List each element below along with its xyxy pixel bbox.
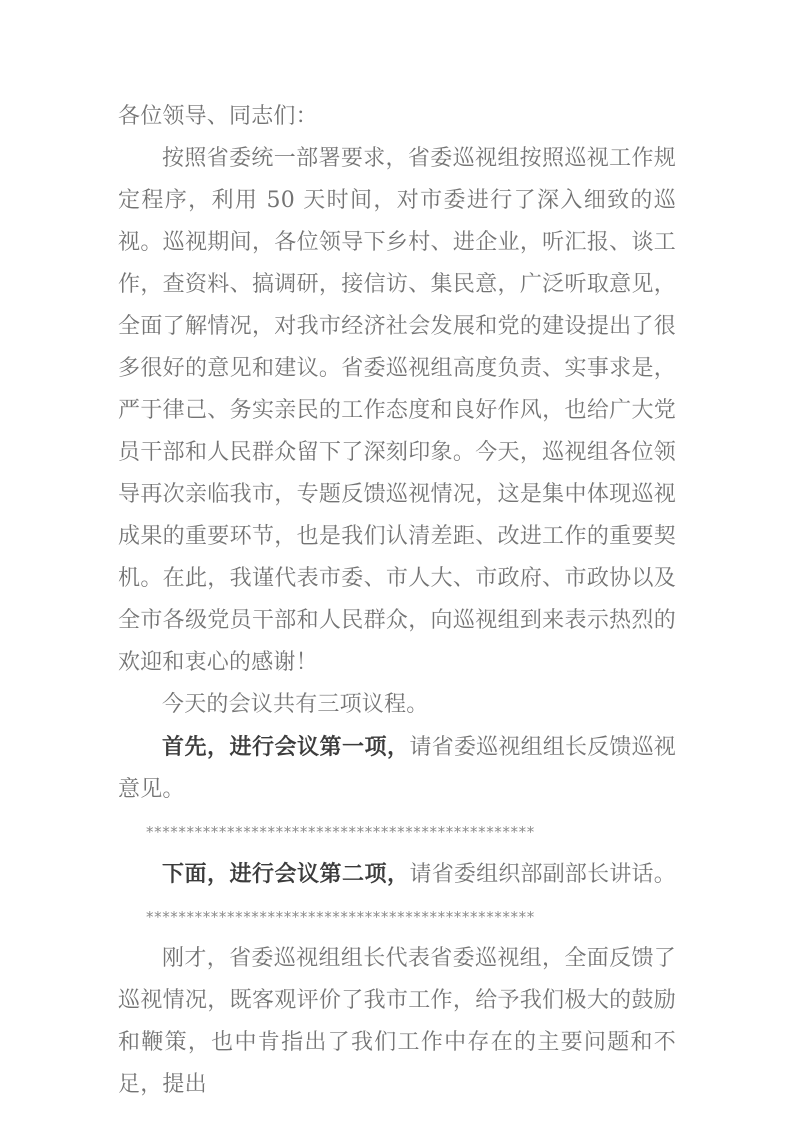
salutation: 各位领导、同志们：: [118, 104, 318, 129]
agenda-item-one: [118, 726, 676, 811]
separator-row-one: ************************************************: [146, 823, 535, 841]
document-body: [118, 96, 676, 1106]
separator-row-two: ************************************************: [146, 908, 535, 926]
paragraph-inspection-summary: 按照省委统一部署要求，省委巡视组按照巡视工作规定程序，利用 50 天时间，对市委进行了深入细致的巡视。巡视期间，各位领导下乡村、进企业，听汇报、谈工作，查资料、搞调研，接信访、集民意，广泛听取意见，全面了解情况，对我市经济社会发展和党的建设提出了很多很好的意见和建议。省委巡视组高度负责、实事求是，严于律己、务实亲民的工作态度和良好作风，也给广大党员干部和人民群众留下了深刻印象。今天，巡视组各位领导再次亲临我市，专题反馈巡视情况，这是集中体现巡视成果的重要环节，也是我们认清差距、改进工作的重要契机。在此，我谨代表市委、市人大、市政府、市政协以及全市各级党员干部和人民群众，向巡视组到来表示热烈的欢迎和衷心的感谢！: [118, 146, 676, 675]
agenda-item-one-tail: 请省委巡视组组长反馈巡视意见。: [118, 735, 676, 802]
agenda-item-two-tail: 请省委组织部副部长讲话。: [409, 862, 676, 887]
agenda-item-two-lead: 下面，进行会议第二项，: [162, 861, 410, 887]
paragraph-agenda-intro: 今天的会议共有三项议程。: [162, 692, 429, 717]
agenda-item-two: [118, 853, 676, 896]
agenda-item-one-lead: 首先，进行会议第一项，: [162, 734, 410, 760]
paragraph-feedback-response: 刚才，省委巡视组组长代表省委巡视组，全面反馈了巡视情况，既客观评价了我市工作，给予我们极大的鼓励和鞭策，也中肯指出了我们工作中存在的主要问题和不足，提出: [118, 946, 676, 1097]
